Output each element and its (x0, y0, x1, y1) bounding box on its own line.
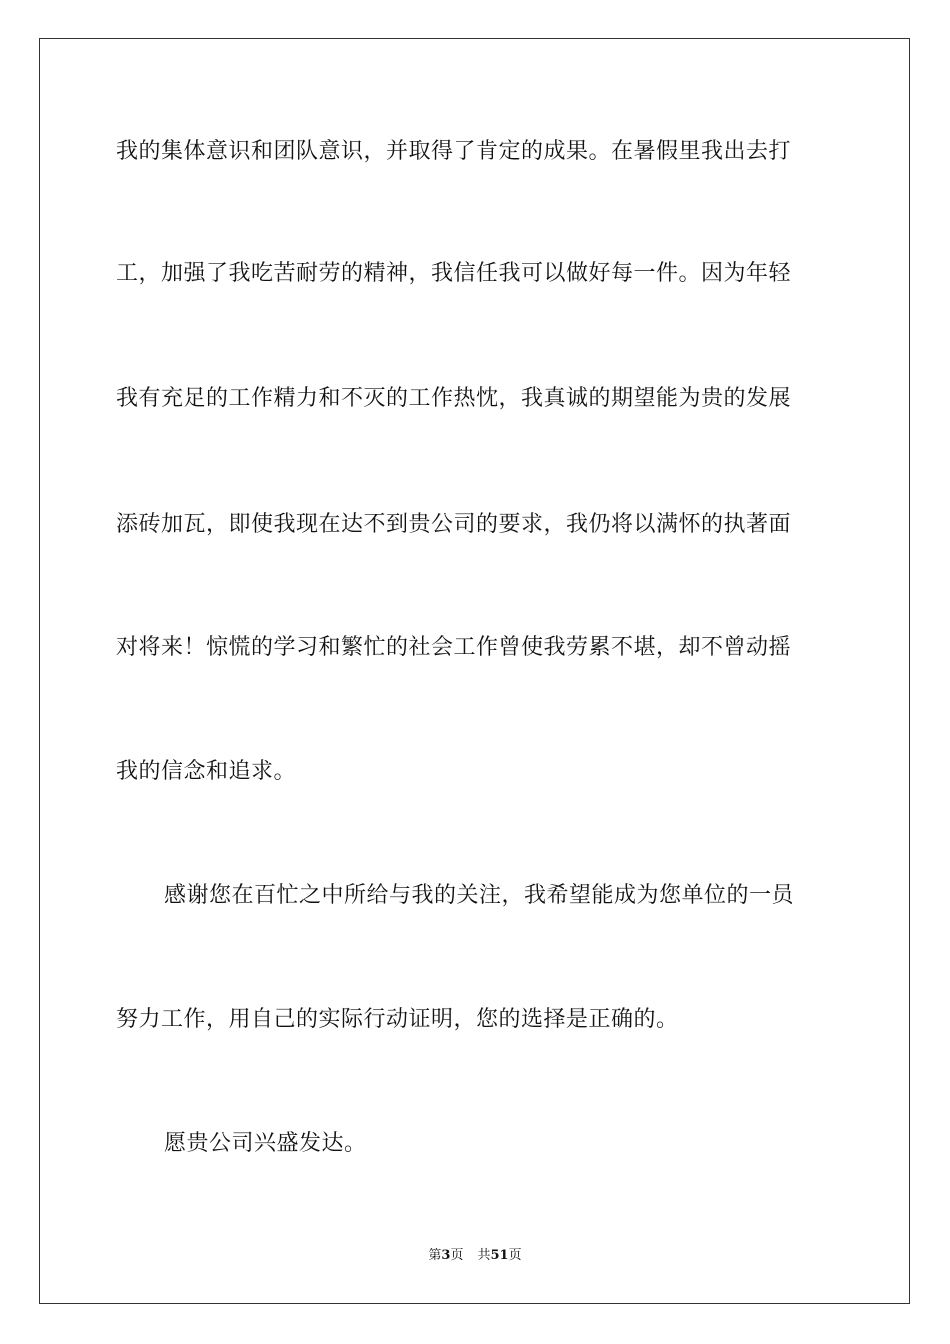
paragraph-start-line: 感谢您在百忙之中所给与我的关注，我希望能成为您单位的一员 (164, 883, 795, 908)
body-line: 我的集体意识和团队意识，并取得了肯定的成果。在暑假里我出去打 (116, 139, 792, 164)
total-pages: 51 (490, 1248, 509, 1263)
body-line: 努力工作，用自己的实际行动证明，您的选择是正确的。 (116, 1007, 679, 1032)
page-footer (0, 1247, 950, 1265)
page-border (39, 38, 910, 1304)
body-line: 对将来！惊慌的学习和繁忙的社会工作曾使我劳累不堪，却不曾动摇 (116, 635, 792, 660)
total-prefix: 共 (477, 1248, 491, 1263)
body-line: 我有充足的工作精力和不灭的工作热忱，我真诚的期望能为贵的发展 (116, 386, 792, 411)
page-prefix: 第 (428, 1248, 442, 1263)
paragraph-start-line: 愿贵公司兴盛发达。 (164, 1131, 367, 1156)
body-line: 工，加强了我吃苦耐劳的精神，我信任我可以做好每一件。因为年轻 (116, 261, 792, 286)
body-line: 添砖加瓦，即使我现在达不到贵公司的要求，我仍将以满怀的执著面 (116, 512, 792, 537)
page-number: 3 (441, 1248, 451, 1263)
body-line: 我的信念和追求。 (116, 759, 297, 784)
total-suffix: 页 (508, 1248, 522, 1263)
page-suffix: 页 (450, 1248, 464, 1263)
